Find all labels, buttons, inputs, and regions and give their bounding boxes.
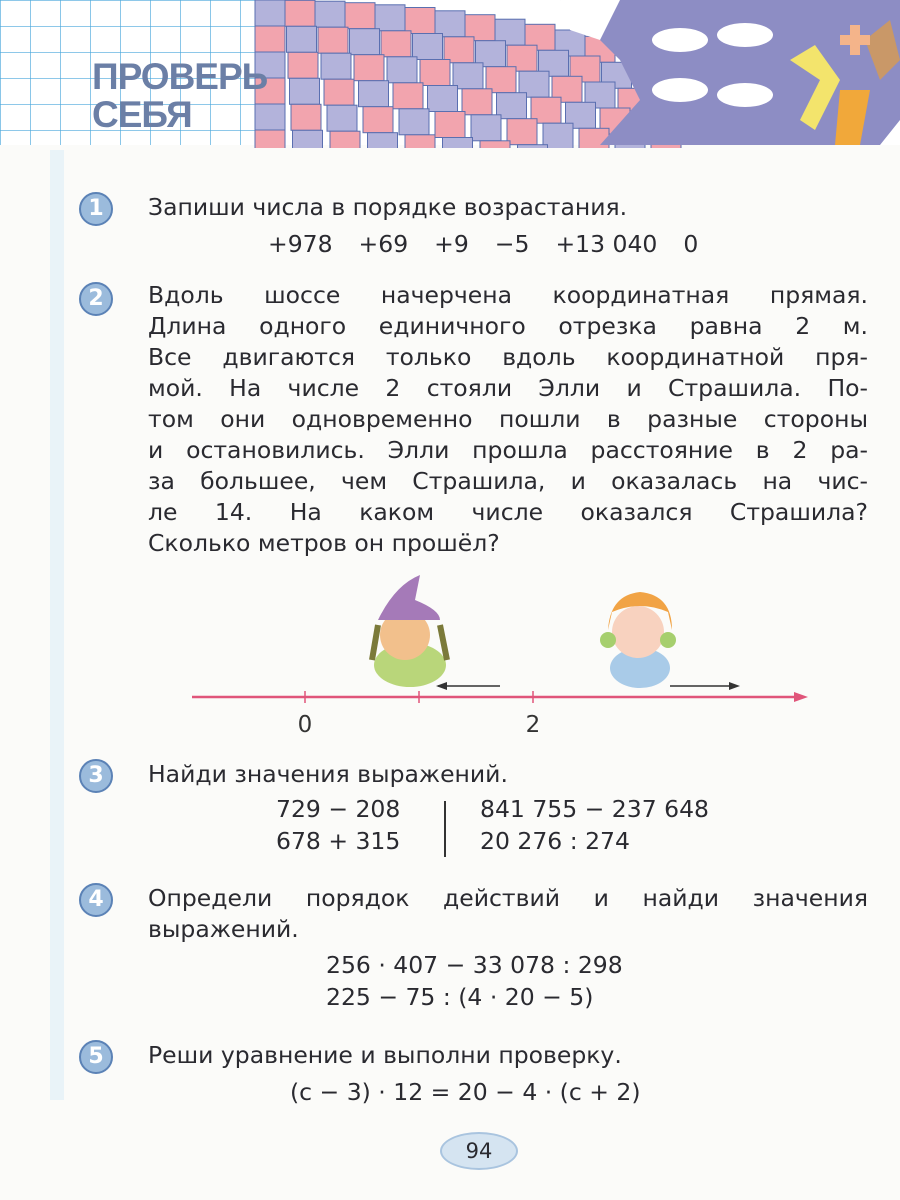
axis-arrow-icon <box>794 692 808 702</box>
task-text-line: и остановились. Элли прошла расстояние в 2 ра- <box>148 436 868 464</box>
expression: 678 + 315 <box>276 827 401 855</box>
number-value: +13 040 <box>555 230 658 258</box>
task-text-line: Сколько метров он прошёл? <box>148 529 500 557</box>
task-text: Запиши числа в порядке возрастания. <box>148 193 628 221</box>
task-number-badge: 3 <box>79 759 113 793</box>
number-value: +978 <box>268 230 333 258</box>
ellie-illustration <box>600 592 676 688</box>
task-text-line: ле 14. На каком числе оказался Страшила? <box>148 498 868 526</box>
axis-label-0: 0 <box>297 712 313 738</box>
expression: 841 755 − 237 648 <box>480 795 709 823</box>
task-number-badge: 2 <box>79 282 113 316</box>
page-number: 94 <box>440 1132 518 1170</box>
task-number-badge: 1 <box>79 192 113 226</box>
axis-label-2: 2 <box>525 712 541 738</box>
number-value: +69 <box>358 230 409 258</box>
task-text-line: выражений. <box>148 915 299 943</box>
task-text-line: Вдоль шоссе начерчена координатная прямая. <box>148 281 868 309</box>
task-text: Найди значения выражений. <box>148 760 508 788</box>
task-text-line: Все двигаются только вдоль координатной пря- <box>148 343 868 371</box>
number-value: +9 <box>434 230 469 258</box>
task-text-line: Длина одного единичного отрезка равна 2 м. <box>148 312 868 340</box>
expression: 256 · 407 − 33 078 : 298 <box>326 951 623 979</box>
task-text-line: Определи порядок действий и найди значения <box>148 884 868 912</box>
expression: 20 276 : 274 <box>480 827 630 855</box>
section-title: ПРОВЕРЬ <box>92 56 268 97</box>
task-number-badge: 4 <box>79 883 113 917</box>
scarecrow-illustration <box>372 575 447 687</box>
number-value: 0 <box>683 230 699 258</box>
task-text-line: том они одновременно пошли в разные стороны <box>148 405 868 433</box>
equation: (c − 3) · 12 = 20 − 4 · (c + 2) <box>290 1078 641 1106</box>
section-title-2: СЕБЯ <box>92 94 192 135</box>
expression: 225 − 75 : (4 · 20 − 5) <box>326 983 594 1011</box>
number-value: −5 <box>494 230 530 258</box>
column-divider <box>444 801 446 857</box>
task-text-line: мой. На числе 2 стояли Элли и Страшила. По- <box>148 374 868 402</box>
task-number-badge: 5 <box>79 1040 113 1074</box>
expression: 729 − 208 <box>276 795 401 823</box>
task-text: Реши уравнение и выполни проверку. <box>148 1041 622 1069</box>
task-text-line: за большее, чем Страшила, и оказалась на чис- <box>148 467 868 495</box>
